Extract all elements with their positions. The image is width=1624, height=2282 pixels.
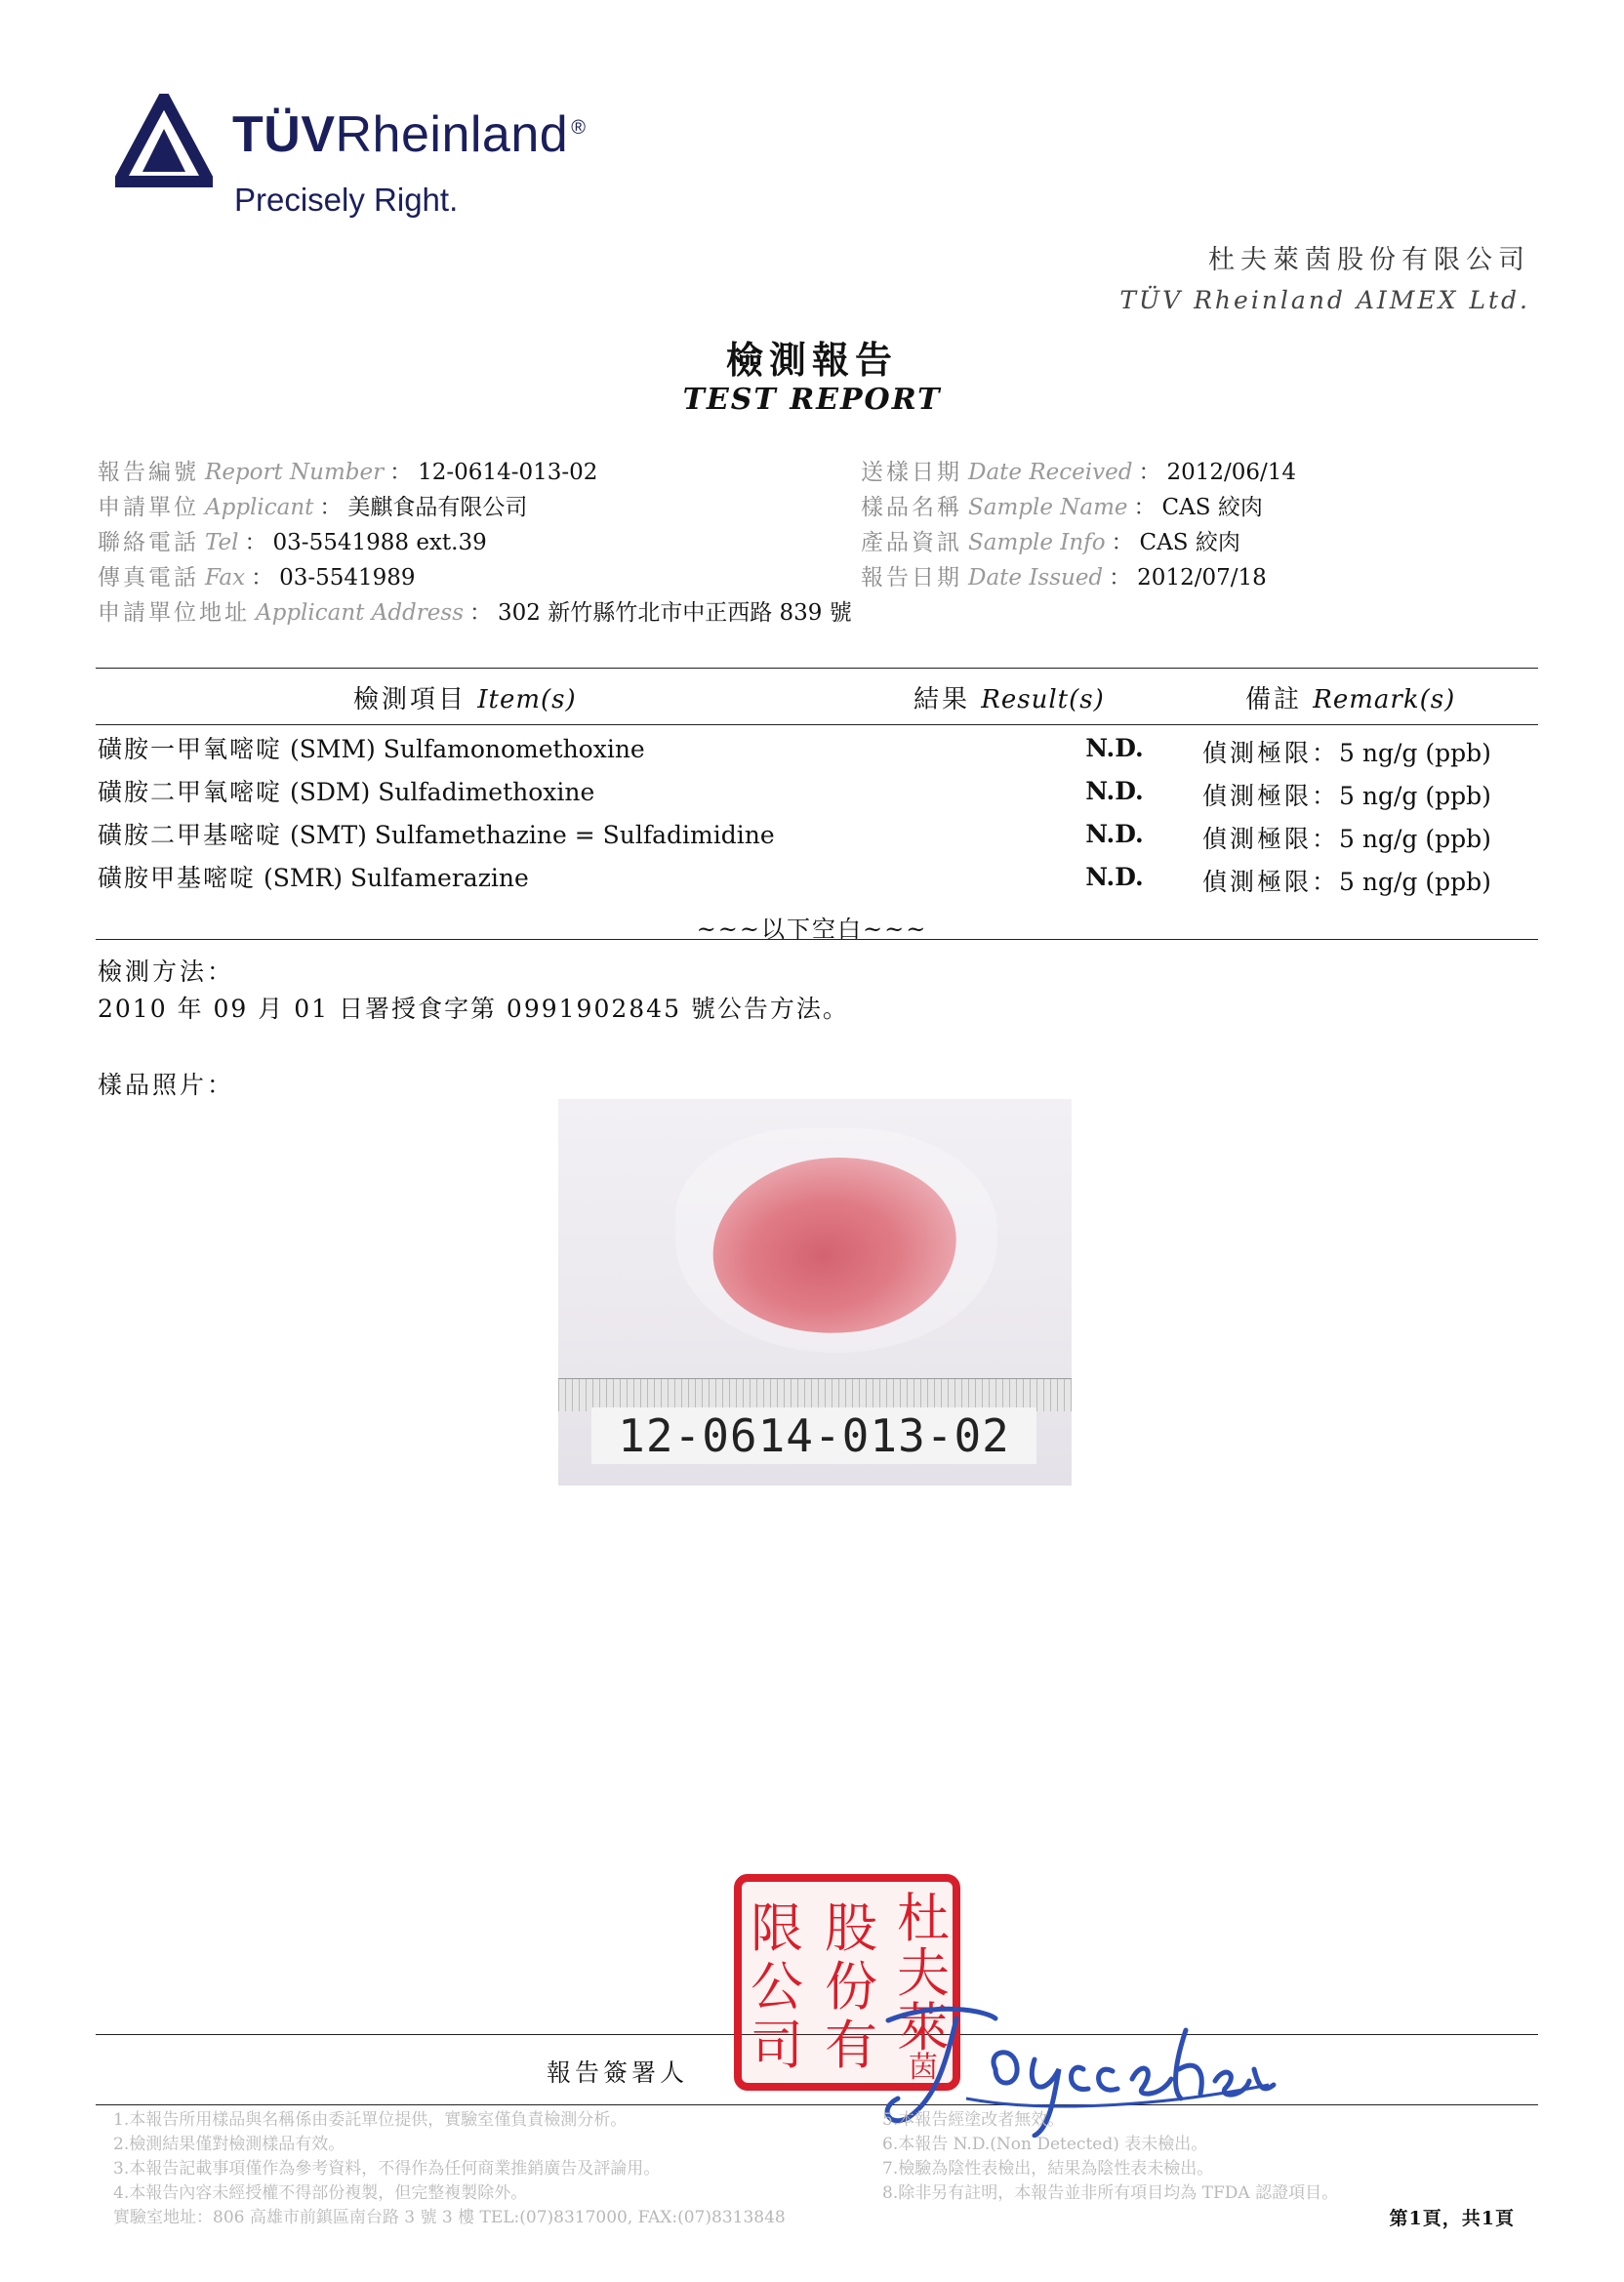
result-value: N.D.: [1085, 777, 1144, 805]
seal-char: 限: [751, 1897, 803, 1959]
sample-photo: [558, 1099, 1072, 1486]
table-row: 磺胺二甲基嘧啶 (SMT) Sulfamethazine = Sulfadimidine N.D. 偵測極限：5 ng/g (ppb): [98, 820, 1491, 853]
signature-bottom-rule: [96, 2104, 1538, 2105]
seal-char: 份: [825, 1956, 877, 2017]
table-top-rule: [96, 668, 1538, 669]
report-title-en: TEST REPORT: [682, 383, 942, 417]
header-remarks: 備註 Remark(s): [1245, 685, 1456, 714]
table-header-rule: [96, 724, 1538, 725]
brand-tagline: Precisely Right.: [234, 182, 459, 218]
applicant-value: 美麒食品有限公司: [347, 495, 528, 520]
footer-notes-left: 1.本報告所用樣品與名稱係由委託單位提供，實驗室僅負責檢測分析。 2.檢測結果僅對檢測樣品有效。 3.本報告記載事項僅作為參考資料，不得作為任何商業推銷廣告及評論用。 4.本報告內容未經授權不得部份複製，但完整複製除外。 實驗室地址：806 高雄市前鎮區南台路 3 號 3 樓 TEL:(07)8317000, FAX:(07)8313848: [113, 2110, 786, 2227]
table-row: 磺胺甲基嘧啶 (SMR) Sulfamerazine N.D. 偵測極限：5 ng/g (ppb): [98, 863, 1491, 896]
date-received-field: 送樣日期 Date Received ： 2012/06/14: [861, 460, 1297, 485]
result-value: N.D.: [1085, 734, 1144, 762]
company-block: [1119, 238, 1530, 314]
date-received-value: 2012/06/14: [1166, 460, 1297, 485]
signatory-label: 報告簽署人: [547, 2058, 689, 2087]
address-field: 申請單位地址 Applicant Address ： 302 新竹縣竹北市中正西路 839 號: [98, 600, 852, 626]
brand-name: TÜVRheinland ®: [232, 106, 587, 163]
seal-char: 夫: [897, 1942, 950, 2004]
seal-char: 杜: [897, 1888, 950, 1949]
ruler: [558, 1378, 1072, 1411]
date-issued-field: 報告日期 Date Issued ： 2012/07/18: [861, 565, 1267, 591]
seal-char: 公: [751, 1956, 803, 2017]
date-issued-value: 2012/07/18: [1137, 565, 1267, 591]
method-text: 2010 年 09 月 01 日署授食字第 0991902845 號公告方法。: [98, 995, 849, 1023]
report-title-zh: 檢測報告: [725, 338, 898, 382]
report-number-value: 12-0614-013-02: [418, 460, 598, 485]
sample-name-value: CAS 絞肉: [1161, 495, 1263, 520]
tuv-triangle-icon: [115, 94, 213, 187]
table-row: 磺胺二甲氧嘧啶 (SDM) Sulfadimethoxine N.D. 偵測極限：5 ng/g (ppb): [98, 777, 1491, 810]
tel-value: 03-5541988 ext.39: [272, 530, 487, 555]
fax-value: 03-5541989: [279, 565, 416, 591]
seal-char: 股: [825, 1897, 877, 1959]
result-value: N.D.: [1085, 820, 1144, 848]
seal-char: 萊: [897, 1997, 950, 2058]
method-label: 檢測方法：: [98, 958, 235, 986]
header-items: 檢測項目 Item(s): [353, 685, 577, 714]
applicant-field: 申請單位 Applicant ： 美麒食品有限公司: [98, 495, 528, 520]
sample-name-field: 樣品名稱 Sample Name ： CAS 絞肉: [861, 495, 1263, 520]
seal-char: 有: [825, 2015, 877, 2076]
company-name-zh: 杜夫萊茵股份有限公司: [1208, 245, 1530, 275]
seal-char: 茵: [909, 2051, 938, 2085]
table-row: 磺胺一甲氧嘧啶 (SMM) Sulfamonomethoxine N.D. 偵測極限：5 ng/g (ppb): [98, 734, 1491, 767]
result-value: N.D.: [1085, 863, 1144, 891]
sample-tag: 12-0614-013-02: [591, 1407, 1036, 1464]
table-bottom-rule: [96, 939, 1538, 940]
report-number-field: 報告編號 Report Number ： 12-0614-013-02: [98, 460, 598, 485]
header-results: 結果 Result(s): [914, 685, 1105, 714]
seal-char: 司: [751, 2015, 803, 2076]
company-name-en: TÜV Rheinland AIMEX Ltd.: [1119, 286, 1530, 314]
tuv-logo: [115, 94, 623, 230]
fax-field: 傳真電話 Fax ： 03-5541989: [98, 565, 416, 591]
end-of-table-marker: ~~~以下空白~~~: [696, 916, 928, 943]
photo-label: 樣品照片：: [98, 1071, 235, 1099]
sample-info-field: 產品資訊 Sample Info ： CAS 絞肉: [861, 530, 1240, 555]
tel-field: 聯絡電話 Tel ： 03-5541988 ext.39: [98, 530, 487, 555]
page-number: 第1頁，共1頁: [1389, 2208, 1515, 2229]
address-value: 302 新竹縣竹北市中正西路 839 號: [498, 600, 852, 626]
footer-notes-right: 5.本報告經塗改者無效。 6.本報告 N.D.(Non Detected) 表未檢出。 7.檢驗為陰性表檢出，結果為陰性表未檢出。 8.除非另有註明，本報告並非所有項目均為 TFDA 認證項目。: [882, 2110, 1339, 2203]
sample-info-value: CAS 絞肉: [1139, 530, 1240, 555]
